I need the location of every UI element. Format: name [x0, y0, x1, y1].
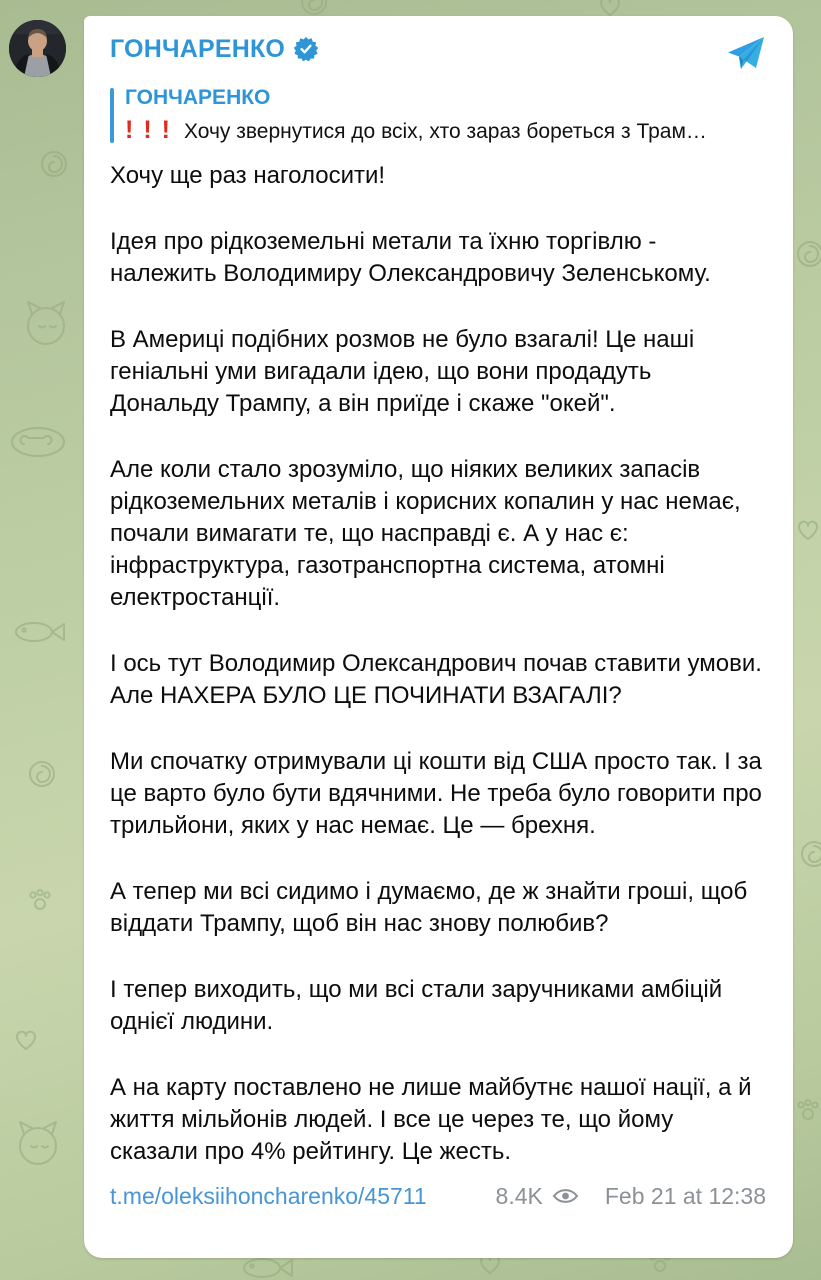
- message-paragraph: Ідея про рідкоземельні метали та їхню торгівлю - належить Володимиру Олександровичу Зеленському.: [110, 228, 711, 287]
- message-paragraph: І ось тут Володимир Олександрович почав ставити умови. Але НАХЕРА БУЛО ЦЕ ПОЧИНАТИ ВЗАГАЛІ?: [110, 650, 762, 709]
- avatar-photo: [9, 20, 66, 77]
- reply-preview[interactable]: [110, 86, 766, 145]
- verified-badge-icon: [294, 37, 318, 66]
- message-paragraph: Ми спочатку отримували ці кошти від США просто так. І за це варто було бути вдячними. Не треба було говорити про трильйони, яких у нас немає. Це — брехня.: [110, 748, 762, 839]
- channel-name[interactable]: ГОНЧАРЕНКО: [110, 35, 286, 63]
- reply-quote-bar: [110, 88, 114, 143]
- exclamation-emoji: !!!: [125, 116, 180, 144]
- channel-avatar[interactable]: [9, 20, 66, 77]
- message-header: [110, 35, 766, 77]
- message-footer: [110, 1181, 766, 1211]
- message-meta: [496, 1181, 766, 1211]
- message-bubble: [84, 16, 793, 1258]
- message-paragraph: В Америці подібних розмов не було взагалі! Це наші геніальні уми вигадали ідею, що вони продадуть Дональду Трампу, а він приїде і скаже "окей".: [110, 326, 695, 417]
- eye-icon: [552, 1184, 579, 1211]
- message-paragraph: А тепер ми всі сидимо і думаємо, де ж знайти гроші, щоб віддати Трампу, щоб він нас знову полюбив?: [110, 878, 748, 937]
- message-paragraph: А на карту поставлено не лише майбутнє нашої нації, а й життя мільйонів людей. І все це через те, що йому сказали про 4% рейтингу. Це жесть.: [110, 1074, 752, 1165]
- message-paragraph: Хочу ще раз наголосити!: [110, 162, 386, 189]
- post-link[interactable]: t.me/oleksiihoncharenko/45711: [110, 1182, 427, 1209]
- bubble-tail: [84, 16, 85, 44]
- message-body: [110, 160, 766, 1168]
- message-paragraph: І тепер виходить, що ми всі стали заручниками амбіцій однієї людини.: [110, 976, 723, 1035]
- message-date: Feb 21 at 12:38: [604, 1182, 766, 1209]
- reply-text-line: [125, 116, 766, 145]
- telegram-plane-icon[interactable]: [726, 36, 766, 77]
- views-count: 8.4K: [495, 1182, 543, 1209]
- reply-text: Хочу звернутися до всіх, хто зараз бореться з Трам…: [183, 120, 707, 143]
- reply-channel-name: ГОНЧАРЕНКО: [125, 86, 271, 109]
- message-paragraph: Але коли стало зрозуміло, що ніяких великих запасів рідкоземельних металів і корисних копалин у нас немає, почали вимагати те, що насправді є. А у нас є: інфраструктура, газотранспортна система, атомні електростанції.: [110, 456, 741, 611]
